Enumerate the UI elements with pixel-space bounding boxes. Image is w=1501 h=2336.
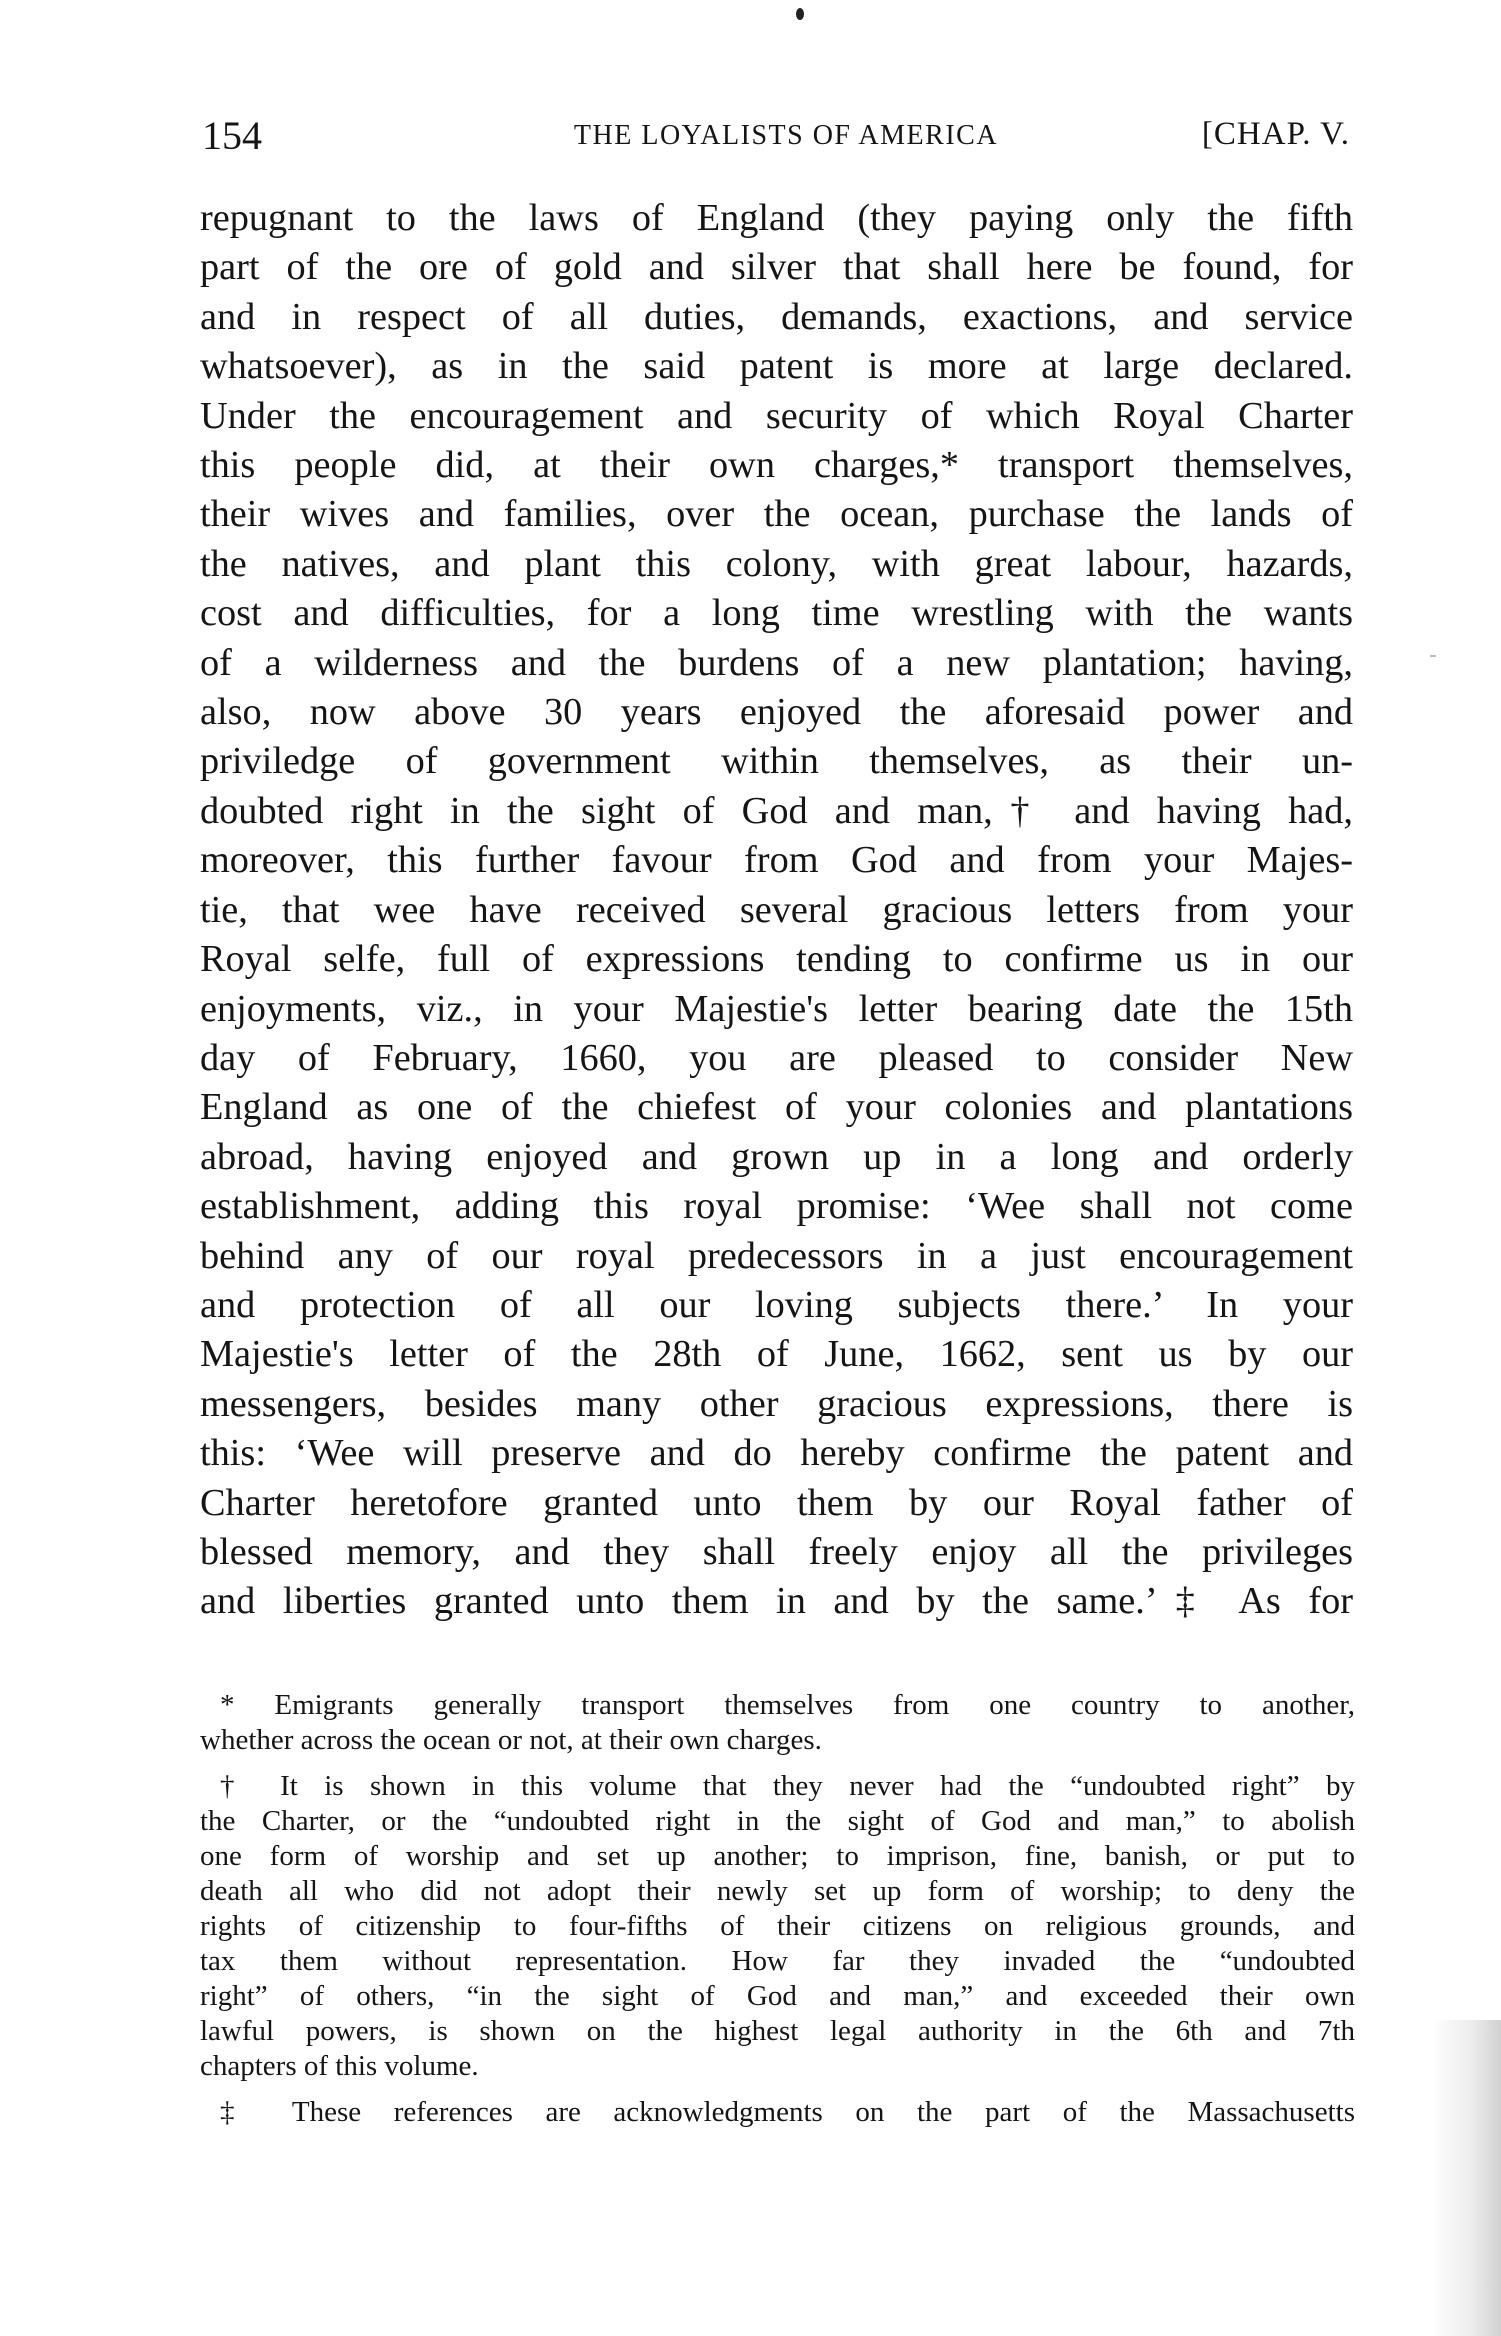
text-line: their wives and families, over the ocean, purchase the lands of: [200, 493, 1353, 536]
text-line: whatsoever), as in the said patent is more at large declared.: [200, 345, 1353, 388]
footnotes: [200, 1688, 1355, 2141]
text-line: this people did, at their own charges,* transport themselves,: [200, 444, 1353, 487]
running-title: THE LOYALISTS OF AMERICA: [573, 120, 999, 151]
text-line: cost and difficulties, for a long time wrestling with the wants: [200, 592, 1353, 635]
text-line: repugnant to the laws of England (they paying only the fifth: [200, 197, 1353, 239]
footnote-line: ‡ These references are acknowledgments on the part of the Massachusetts: [220, 2096, 1355, 2128]
footnote-dagger: [200, 1769, 1355, 2084]
footnote-line: whether across the ocean or not, at their own charges.: [200, 1724, 822, 1756]
text-line: moreover, this further favour from God and from your Majes-: [200, 839, 1353, 882]
text-line: establishment, adding this royal promise: ‘Wee shall not come: [200, 1185, 1353, 1228]
text-line: and liberties granted unto them in and by the same.’‡ As for: [200, 1580, 1353, 1623]
text-line: this: ‘Wee will preserve and do hereby confirme the patent and: [200, 1432, 1353, 1475]
text-line: Under the encouragement and security of which Royal Charter: [200, 394, 1353, 437]
text-line: and protection of all our loving subjects there.’ In your: [200, 1283, 1353, 1326]
chapter-label: [CHAP. V.: [1201, 116, 1350, 152]
ink-mark: [796, 8, 804, 20]
text-line: doubted right in the sight of God and man,† and having had,: [200, 789, 1353, 832]
footnote-line: † It is shown in this volume that they never had the “undoubted right” by: [220, 1770, 1355, 1802]
body-paragraph: [200, 194, 1353, 1627]
text-line: blessed memory, and they shall freely enjoy all the privileges: [200, 1530, 1353, 1573]
text-line: behind any of our royal predecessors in a just encouragement: [200, 1234, 1353, 1277]
text-line: messengers, besides many other gracious expressions, there is: [200, 1382, 1353, 1425]
scan-artifact: [1430, 655, 1436, 657]
footnote-double-dagger: [200, 2095, 1355, 2130]
text-line: enjoyments, viz., in your Majestie's letter bearing date the 15th: [200, 987, 1353, 1030]
text-line: part of the ore of gold and silver that shall here be found, for: [200, 246, 1353, 289]
footnote-line: rights of citizenship to four-fifths of their citizens on religious grounds, and: [200, 1910, 1355, 1942]
page-number: 154: [202, 113, 262, 158]
footnote-line: death all who did not adopt their newly set up form of worship; to deny the: [200, 1875, 1355, 1907]
footnote-line: the Charter, or the “undoubted right in the sight of God and man,” to abolish: [200, 1805, 1355, 1837]
text-line: of a wilderness and the burdens of a new plantation; having,: [200, 641, 1353, 684]
text-line: the natives, and plant this colony, with great labour, hazards,: [200, 542, 1353, 585]
text-line: and in respect of all duties, demands, exactions, and service: [200, 295, 1353, 338]
text-line: also, now above 30 years enjoyed the aforesaid power and: [200, 691, 1353, 734]
text-line: priviledge of government within themselves, as their un-: [200, 740, 1353, 783]
text-line: day of February, 1660, you are pleased to consider New: [200, 1036, 1353, 1079]
text-line: Majestie's letter of the 28th of June, 1662, sent us by our: [200, 1333, 1353, 1376]
text-line: England as one of the chiefest of your colonies and plantations: [200, 1086, 1353, 1129]
footnote-asterisk: [200, 1688, 1355, 1758]
text-line: Royal selfe, full of expressions tending to confirme us in our: [200, 938, 1353, 981]
running-header: [202, 112, 1350, 162]
footnote-line: right” of others, “in the sight of God and man,” and exceeded their own: [200, 1980, 1355, 2012]
footnote-line: tax them without representation. How far they invaded the “undoubted: [200, 1945, 1355, 1977]
footnote-line: one form of worship and set up another; to imprison, fine, banish, or put to: [200, 1840, 1355, 1872]
footnote-line: * Emigrants generally transport themselves from one country to another,: [220, 1689, 1355, 1721]
text-line: Charter heretofore granted unto them by our Royal father of: [200, 1481, 1353, 1524]
text-line: abroad, having enjoyed and grown up in a long and orderly: [200, 1135, 1353, 1178]
page-edge-shadow: [1431, 2020, 1501, 2336]
text-line: tie, that wee have received several gracious letters from your: [200, 888, 1353, 931]
footnote-line: chapters of this volume.: [200, 2050, 479, 2082]
footnote-line: lawful powers, is shown on the highest legal authority in the 6th and 7th: [200, 2015, 1355, 2047]
